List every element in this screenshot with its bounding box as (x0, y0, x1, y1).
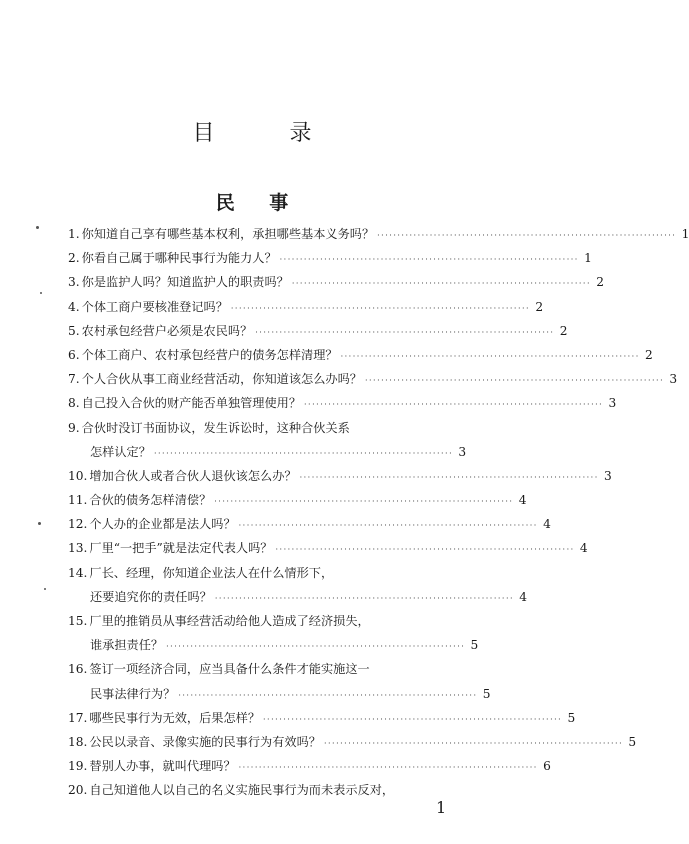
toc-entry-number: 1. (68, 227, 80, 241)
toc-entry-page: 5 (628, 734, 637, 749)
toc-entry-number: 9. (68, 420, 80, 435)
toc-entry-number: 10. (68, 468, 88, 483)
dot-leader: ·········································································· (377, 231, 677, 240)
toc-entry-number: 3. (68, 275, 80, 290)
toc-entry-page: 2 (645, 347, 653, 362)
toc-entry-line (68, 419, 466, 443)
toc-entry-text: 公民以录音、录像实施的民事行为有效吗？ (89, 734, 321, 749)
toc-entry-text: 个人办的企业都是法人吗？ (89, 517, 236, 532)
toc-entry-line (68, 491, 527, 515)
toc-entry-line (68, 443, 466, 467)
toc-entry-number: 19. (68, 759, 88, 774)
toc-entry-page: 3 (604, 468, 612, 483)
toc-entry-number: 6. (68, 347, 80, 362)
dot-leader: ·········································································· (166, 642, 466, 652)
scan-speck (36, 226, 39, 229)
dot-leader: ·········································································· (279, 255, 579, 265)
dot-leader: ·········································································· (275, 545, 575, 555)
dot-leader: ·········································································· (263, 714, 563, 724)
toc-entry-page: 4 (543, 517, 551, 532)
toc-entry-text: 厂里“一把手”就是法定代表人吗？ (89, 541, 273, 556)
toc-entry-page: 2 (596, 275, 605, 290)
dot-leader: ·········································································· (153, 448, 454, 458)
toc-entry-line (68, 322, 568, 346)
dot-leader: ·········································································· (178, 690, 478, 700)
toc-entry-line (68, 515, 551, 539)
toc-entry-line (68, 612, 466, 636)
toc-entry-text: 还要追究你的责任吗？ (90, 589, 212, 604)
toc-entry-text: 自己知道他人以自己的名义实施民事行为而未表示反对， (89, 783, 395, 798)
toc-entry-line (68, 249, 592, 273)
scan-speck (40, 292, 42, 294)
toc-entry-text: 怎样认定？ (90, 444, 151, 459)
toc-entry-text: 合伙的债务怎样清偿？ (89, 493, 212, 508)
toc-entry-line (68, 709, 576, 733)
toc-entry-text: 个人合伙从事工商业经营活动，你知道该怎么办吗？ (81, 372, 362, 387)
toc-entry-line (68, 781, 466, 805)
toc-entry-text: 民事法律行为？ (90, 686, 176, 701)
toc-entry-line (68, 467, 612, 491)
toc-entry-number: 4. (68, 299, 80, 314)
toc-entry-line (68, 636, 479, 660)
dot-leader: ·········································································· (323, 738, 624, 748)
toc-entry-number: 7. (68, 372, 80, 387)
toc-entry-text: 自己投入合伙的财产能否单独管理使用？ (81, 396, 302, 411)
toc-entry-page: 4 (519, 589, 528, 604)
toc-entry-number: 18. (68, 734, 88, 749)
dot-leader: ·········································································· (238, 763, 538, 773)
toc-entry-text: 谁承担责任？ (90, 638, 164, 653)
toc-entry-text: 农村承包经营户必须是农民吗？ (81, 323, 253, 338)
toc-entry-line (68, 564, 466, 588)
toc-entry-line (68, 370, 678, 394)
toc-entry-number: 2. (68, 251, 80, 266)
toc-entry-page: 2 (559, 323, 568, 338)
dot-leader: ·········································································· (230, 303, 531, 313)
toc-entry-text: 你知道自己享有哪些基本权利，承担哪些基本义务吗？ (81, 227, 375, 241)
dot-leader: ·········································································· (214, 497, 514, 507)
dot-leader: ·········································································· (238, 521, 538, 531)
toc-entry-page: 5 (567, 710, 576, 725)
toc-entry-number: 11. (68, 493, 88, 508)
toc-entry-number: 15. (68, 614, 88, 628)
toc-entry-page: 3 (669, 372, 678, 387)
toc-entry-page: 4 (579, 541, 588, 556)
toc-entry-number: 8. (68, 396, 80, 411)
toc-entry-text: 增加合伙人或者合伙人退伙该怎么办？ (89, 468, 297, 483)
dot-leader: ·········································································· (214, 593, 515, 603)
table-of-contents (68, 225, 689, 806)
toc-entry-line (68, 394, 617, 418)
dot-leader: ·········································································· (304, 400, 604, 410)
dot-leader: ·········································································· (364, 376, 665, 386)
toc-entry-text: 你看自己属于哪种民事行为能力人？ (81, 251, 277, 266)
toc-entry-page: 5 (482, 686, 491, 701)
page-number: 1 (436, 798, 447, 817)
toc-entry-text: 签订一项经济合同，应当具备什么条件才能实施这一 (89, 662, 370, 677)
toc-entry-line (68, 660, 466, 684)
dot-leader: ·········································································· (299, 472, 599, 482)
toc-entry-text: 你是监护人吗？知道监护人的职责吗？ (81, 275, 289, 290)
toc-entry-page: 1 (584, 251, 592, 266)
toc-entry-page: 3 (458, 444, 467, 459)
toc-entry-text: 合伙时没订书面协议，发生诉讼时，这种合伙关系 (81, 420, 350, 435)
toc-entry-text: 个体工商户要核准登记吗？ (81, 299, 228, 314)
toc-entry-page: 1 (681, 227, 689, 241)
scan-speck (44, 588, 46, 590)
section-heading: 民 事 (215, 192, 303, 214)
toc-entry-line (68, 298, 544, 322)
toc-entry-line (68, 346, 653, 370)
toc-entry-line (68, 588, 528, 612)
dot-leader: ·········································································· (255, 327, 555, 337)
dot-leader: ·········································································· (291, 279, 592, 289)
toc-entry-page: 2 (535, 299, 544, 314)
toc-entry-number: 14. (68, 565, 88, 580)
toc-entry-number: 17. (68, 710, 88, 725)
toc-entry-text: 厂长、经理，你知道企业法人在什么情形下， (89, 565, 334, 580)
toc-entry-text: 厂里的推销员从事经营活动给他人造成了经济损失， (89, 614, 370, 628)
toc-entry-line (68, 733, 637, 757)
toc-entry-page: 6 (543, 759, 551, 774)
toc-entry-number: 5. (68, 323, 80, 338)
page-title: 目 录 (192, 121, 346, 146)
toc-entry-page: 5 (470, 638, 479, 653)
toc-entry-number: 12. (68, 517, 88, 532)
scan-speck (38, 522, 41, 525)
toc-entry-text: 个体工商户、农村承包经营户的债务怎样清理？ (81, 347, 338, 362)
toc-entry-line (68, 273, 605, 297)
dot-leader: ·········································································· (340, 351, 640, 361)
toc-entry-text: 哪些民事行为无效，后果怎样？ (89, 710, 261, 725)
toc-entry-line (68, 685, 491, 709)
toc-entry-line (68, 539, 588, 563)
toc-entry-page: 4 (518, 493, 527, 508)
toc-entry-number: 16. (68, 662, 88, 677)
toc-entry-number: 13. (68, 541, 88, 556)
toc-entry-text: 替别人办事，就叫代理吗？ (89, 759, 236, 774)
toc-entry-page: 3 (608, 396, 617, 411)
toc-entry-line (68, 225, 689, 249)
toc-entry-number: 20. (68, 783, 88, 798)
toc-entry-line (68, 757, 551, 781)
